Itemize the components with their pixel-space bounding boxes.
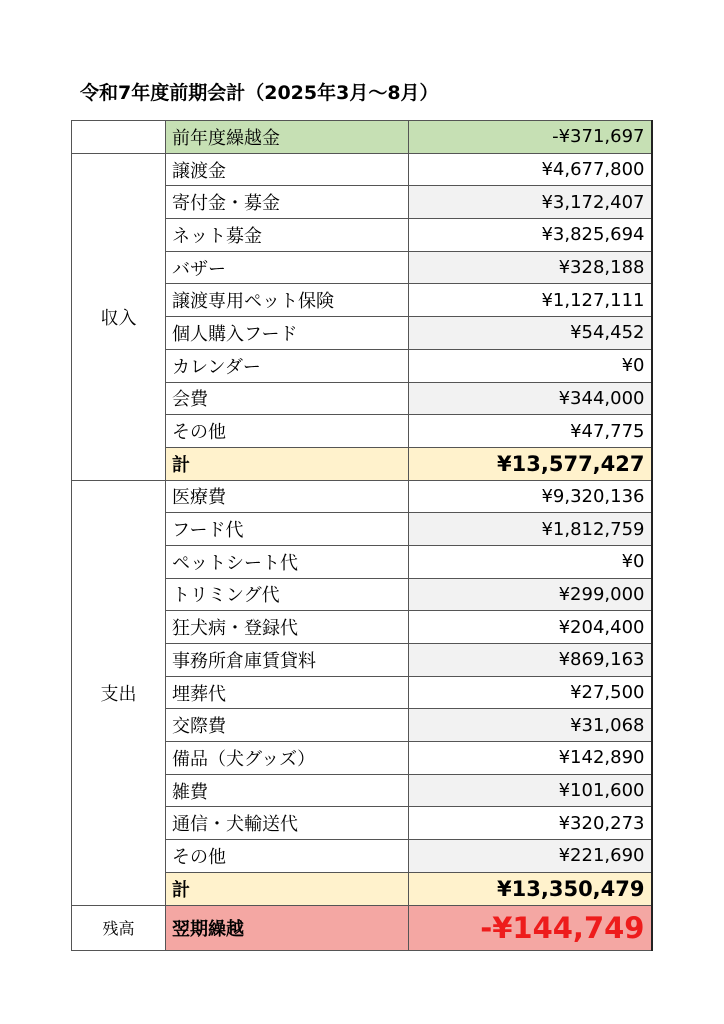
expense-item-amount: ¥27,500 xyxy=(409,676,652,709)
balance-amount: -¥144,749 xyxy=(409,905,652,950)
page-title: 令和7年度前期会計（2025年3月～8月） xyxy=(80,82,439,104)
expense-item-label: その他 xyxy=(166,840,409,873)
accounting-table xyxy=(71,120,653,951)
expense-item-amount: ¥9,320,136 xyxy=(409,480,652,513)
carry-over-label: 前年度繰越金 xyxy=(166,121,409,154)
expense-item-label: 狂犬病・登録代 xyxy=(166,611,409,644)
expense-item-label: 雑費 xyxy=(166,774,409,807)
balance-row xyxy=(72,905,652,950)
expense-item-amount: ¥0 xyxy=(409,545,652,578)
income-item-label: 個人購入フード xyxy=(166,317,409,350)
expense-item-amount: ¥1,812,759 xyxy=(409,513,652,546)
carry-over-row xyxy=(72,121,652,154)
expense-item-amount: ¥299,000 xyxy=(409,578,652,611)
income-total-label: 計 xyxy=(166,447,409,480)
income-item-amount: ¥54,452 xyxy=(409,317,652,350)
expense-item-amount: ¥204,400 xyxy=(409,611,652,644)
expense-item-amount: ¥31,068 xyxy=(409,709,652,742)
expense-item-amount: ¥869,163 xyxy=(409,644,652,677)
expense-item-label: ペットシート代 xyxy=(166,545,409,578)
expense-item-label: トリミング代 xyxy=(166,578,409,611)
income-row xyxy=(72,153,652,186)
expense-total-amount: ¥13,350,479 xyxy=(409,872,652,905)
expense-item-amount: ¥142,890 xyxy=(409,742,652,775)
empty-category-cell xyxy=(72,121,166,154)
expense-item-label: 備品（犬グッズ） xyxy=(166,742,409,775)
income-item-label: その他 xyxy=(166,415,409,448)
income-item-label: バザー xyxy=(166,251,409,284)
balance-category-label: 残高 xyxy=(72,905,166,950)
income-item-label: カレンダー xyxy=(166,349,409,382)
income-item-label: ネット募金 xyxy=(166,219,409,252)
expense-item-amount: ¥320,273 xyxy=(409,807,652,840)
expense-item-label: 埋葬代 xyxy=(166,676,409,709)
expense-item-label: 事務所倉庫賃貸料 xyxy=(166,644,409,677)
expense-item-label: 医療費 xyxy=(166,480,409,513)
income-item-amount: ¥3,172,407 xyxy=(409,186,652,219)
income-category-label: 収入 xyxy=(72,153,166,480)
expense-row xyxy=(72,480,652,513)
income-item-label: 譲渡金 xyxy=(166,153,409,186)
expense-category-label: 支出 xyxy=(72,480,166,905)
income-item-amount: ¥1,127,111 xyxy=(409,284,652,317)
income-item-amount: ¥3,825,694 xyxy=(409,219,652,252)
income-item-amount: ¥0 xyxy=(409,349,652,382)
expense-item-label: フード代 xyxy=(166,513,409,546)
expense-total-label: 計 xyxy=(166,872,409,905)
income-item-amount: ¥328,188 xyxy=(409,251,652,284)
income-item-label: 寄付金・募金 xyxy=(166,186,409,219)
expense-item-amount: ¥221,690 xyxy=(409,840,652,873)
income-total-amount: ¥13,577,427 xyxy=(409,447,652,480)
income-item-amount: ¥47,775 xyxy=(409,415,652,448)
expense-item-label: 交際費 xyxy=(166,709,409,742)
balance-label: 翌期繰越 xyxy=(166,905,409,950)
income-item-amount: ¥4,677,800 xyxy=(409,153,652,186)
expense-item-label: 通信・犬輸送代 xyxy=(166,807,409,840)
carry-over-amount: -¥371,697 xyxy=(409,121,652,154)
income-item-label: 譲渡専用ペット保険 xyxy=(166,284,409,317)
income-item-amount: ¥344,000 xyxy=(409,382,652,415)
income-item-label: 会費 xyxy=(166,382,409,415)
expense-item-amount: ¥101,600 xyxy=(409,774,652,807)
